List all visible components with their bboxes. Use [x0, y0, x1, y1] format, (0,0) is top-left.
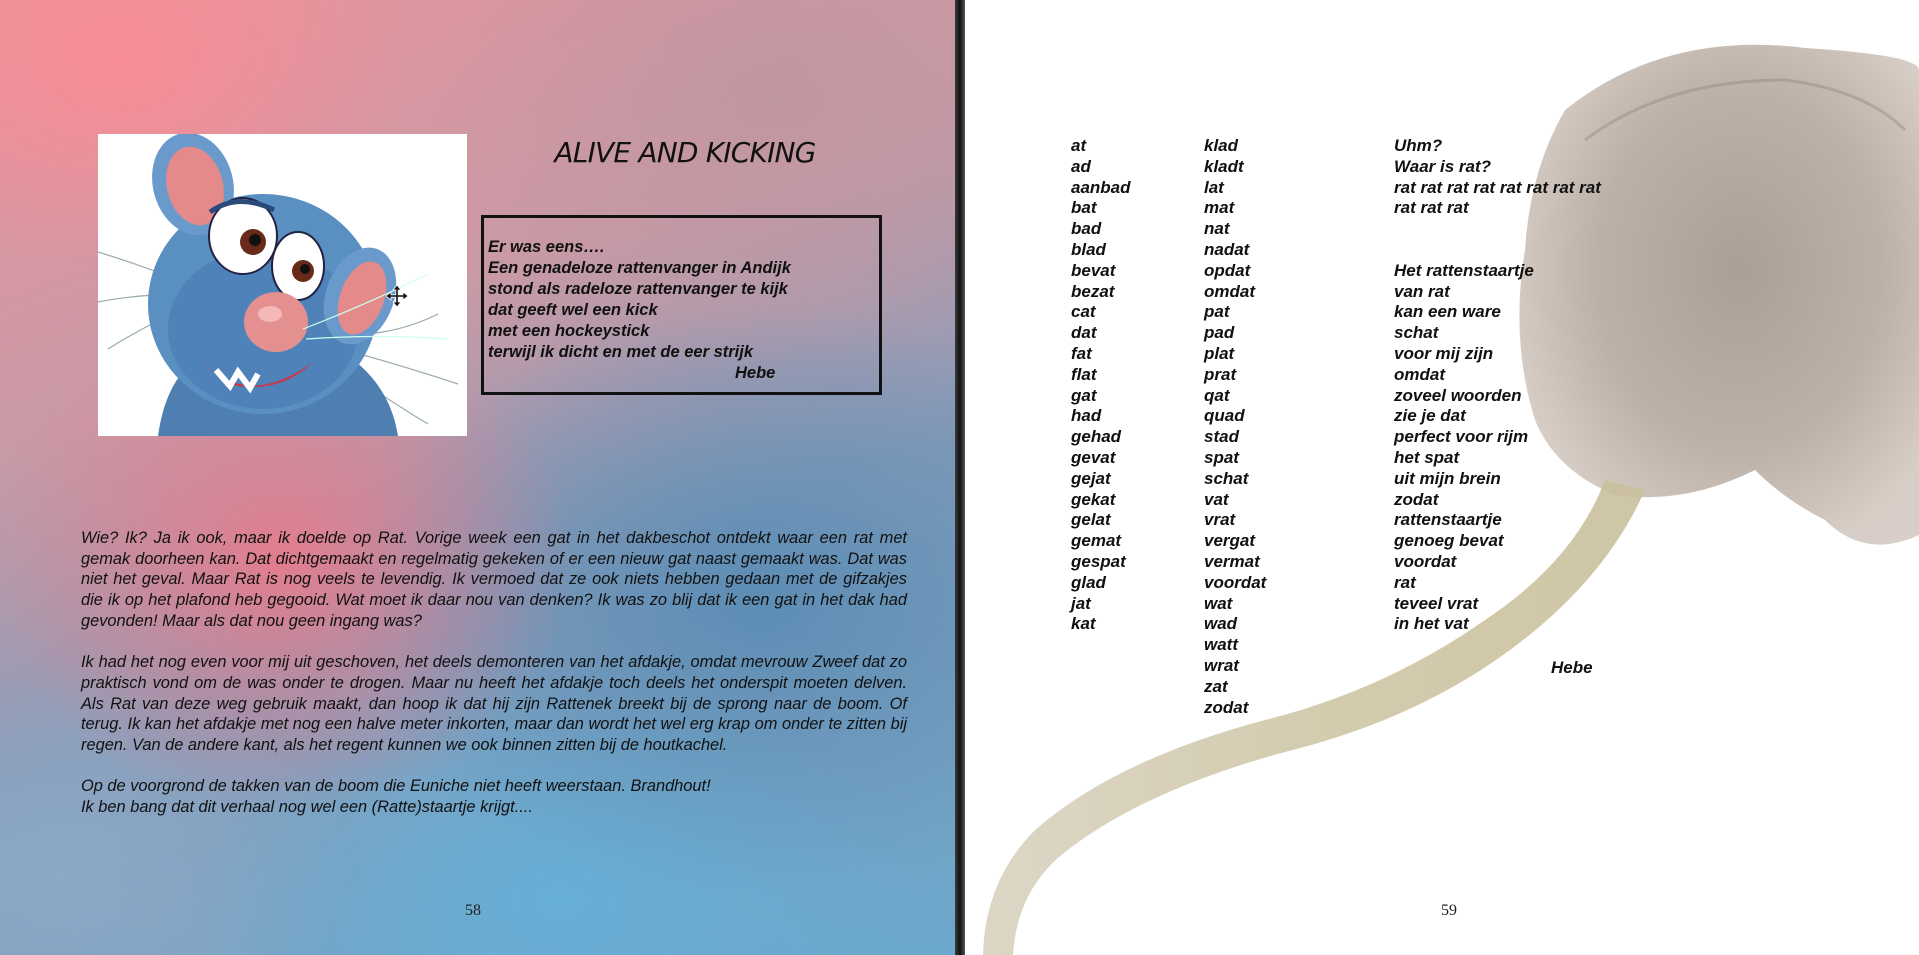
word: spat	[1204, 447, 1239, 467]
word: pat	[1204, 302, 1230, 322]
word: at	[1071, 136, 1087, 155]
word: nadat	[1204, 239, 1250, 259]
page-right	[965, 0, 1919, 955]
word-column-a	[1071, 136, 1131, 635]
spacer	[1394, 219, 1601, 261]
word: schat	[1204, 468, 1249, 488]
poem-line: Er was eens….	[488, 238, 605, 256]
word: wad	[1204, 614, 1238, 634]
word: dat	[1071, 323, 1097, 343]
word: zat	[1204, 676, 1228, 696]
page-left	[0, 0, 958, 955]
word: pad	[1204, 323, 1235, 343]
word: vat	[1204, 489, 1229, 509]
paragraph: Ik had het nog even voor mij uit geschoven, het deels demonteren van het afdakje, omdat mevrouw Zweef dat zo praktisch vond om de was onder te drogen. Maar nu heeft het afdakje toch deels het onderspit moeten delven. Als Rat van deze weg gebruik maakt, dan hoop ik dat hij zijn Rattenek breekt bij de sprong naar de boom. Of terug. Ik kan het afdakje met nog een halve meter inkorten, maar dan wordt het wel erg krap om onder te zitten bij regen. Van de andere kant, als het regent kunnen we ook binnen zitten bij de houtkachel.	[81, 653, 907, 755]
word: quad	[1204, 406, 1245, 426]
poem-line: terwijl ik dicht en met de eer strijk	[488, 343, 754, 361]
line: Uhm?	[1394, 136, 1443, 155]
word: gekat	[1071, 489, 1116, 509]
line: in het vat	[1394, 614, 1469, 634]
line: voor mij zijn	[1394, 343, 1494, 363]
word: bat	[1071, 198, 1097, 218]
line: schat	[1394, 323, 1439, 343]
word: vergat	[1204, 531, 1256, 551]
page-title: ALIVE AND KICKING	[554, 136, 816, 169]
cartoon-rat-image[interactable]	[98, 134, 467, 436]
word: gelat	[1071, 510, 1111, 530]
book-gutter	[955, 0, 965, 955]
word: voordat	[1204, 572, 1267, 592]
line: zie je dat	[1394, 406, 1466, 426]
line: van rat	[1394, 281, 1450, 301]
word: glad	[1071, 572, 1106, 592]
word: gejat	[1071, 468, 1111, 488]
line: Het rattenstaartje	[1394, 260, 1534, 280]
word: lat	[1204, 177, 1224, 197]
word: jat	[1071, 593, 1091, 613]
word: plat	[1204, 343, 1235, 363]
word: gat	[1071, 385, 1097, 405]
word: stad	[1204, 427, 1239, 447]
word: bad	[1071, 219, 1102, 239]
word: qat	[1204, 385, 1230, 405]
word: bezat	[1071, 281, 1115, 301]
poem-box	[481, 215, 882, 395]
line: rat rat rat rat rat rat rat rat	[1394, 177, 1601, 197]
paragraph: Op de voorgrond de takken van de boom die Euniche niet heeft weerstaan. Brandhout! Ik ben bang dat dit verhaal nog wel een (Ratte)staartje krijgt....	[81, 777, 711, 817]
word: opdat	[1204, 260, 1251, 280]
word: blad	[1071, 239, 1106, 259]
cartoon-rat-illustration	[98, 134, 467, 436]
line: perfect voor rijm	[1394, 427, 1529, 447]
word: nat	[1204, 219, 1230, 239]
word: vermat	[1204, 551, 1260, 571]
poem-line: met een hockeystick	[488, 322, 650, 340]
word: gespat	[1071, 551, 1126, 571]
word: wrat	[1204, 655, 1239, 675]
word: had	[1071, 406, 1102, 426]
word: flat	[1071, 364, 1097, 384]
word-column-b	[1204, 136, 1266, 718]
page-number-left: 58	[465, 902, 481, 919]
word: gemat	[1071, 531, 1122, 551]
word: fat	[1071, 343, 1092, 363]
word: mat	[1204, 198, 1235, 218]
poem-author: Hebe	[735, 364, 776, 382]
line: Waar is rat?	[1394, 156, 1492, 176]
line: teveel vrat	[1394, 593, 1479, 613]
line: het spat	[1394, 447, 1460, 467]
signature: Hebe	[1551, 658, 1593, 677]
line: rattenstaartje	[1394, 510, 1502, 530]
line: zodat	[1394, 489, 1439, 509]
word: zodat	[1204, 697, 1249, 717]
poem-line: stond als radeloze rattenvanger te kijk	[488, 280, 788, 298]
word: vrat	[1204, 510, 1236, 530]
word-column-c	[1394, 136, 1601, 635]
word: kat	[1071, 614, 1096, 634]
word: ad	[1071, 156, 1091, 176]
line: voordat	[1394, 551, 1457, 571]
line: uit mijn brein	[1394, 468, 1501, 488]
word: cat	[1071, 302, 1096, 322]
word: gehad	[1071, 427, 1122, 447]
line: kan een ware	[1394, 302, 1501, 322]
word: aanbad	[1071, 177, 1131, 197]
poem-line: dat geeft wel een kick	[488, 301, 658, 319]
story-text	[81, 528, 907, 839]
poem-line: Een genadeloze rattenvanger in Andijk	[488, 259, 791, 277]
word: gevat	[1071, 447, 1116, 467]
page-number-right: 59	[1441, 902, 1457, 919]
word: klad	[1204, 136, 1239, 155]
move-cursor-icon	[386, 285, 408, 307]
word: bevat	[1071, 260, 1116, 280]
word: kladt	[1204, 156, 1244, 176]
line: omdat	[1394, 364, 1445, 384]
line: rat	[1394, 572, 1416, 592]
paragraph: Wie? Ik? Ja ik ook, maar ik doelde op Rat. Vorige week een gat in het dakbeschot ontdekt waar een rat met gemak doorheen kan. Dat dichtgemaakt en regelmatig gekeken of er een nieuw gat naast gemaakt was. Dat was niet het geval. Maar Rat is nog veels te levendig. Ik vermoed dat ze ook niets hebben gedaan met de gifzakjes die ik op het plafond heb gegooid. Wat moet ik daar nou van denken? Ik was zo blij dat ik een gat in het dak had gevonden! Maar als dat nou geen ingang was?	[81, 529, 907, 630]
line: genoeg bevat	[1394, 531, 1504, 551]
line: rat rat rat	[1394, 198, 1469, 218]
word: omdat	[1204, 281, 1255, 301]
word: watt	[1204, 635, 1238, 655]
word: wat	[1204, 593, 1233, 613]
line: zoveel woorden	[1394, 385, 1522, 405]
word: prat	[1204, 364, 1237, 384]
